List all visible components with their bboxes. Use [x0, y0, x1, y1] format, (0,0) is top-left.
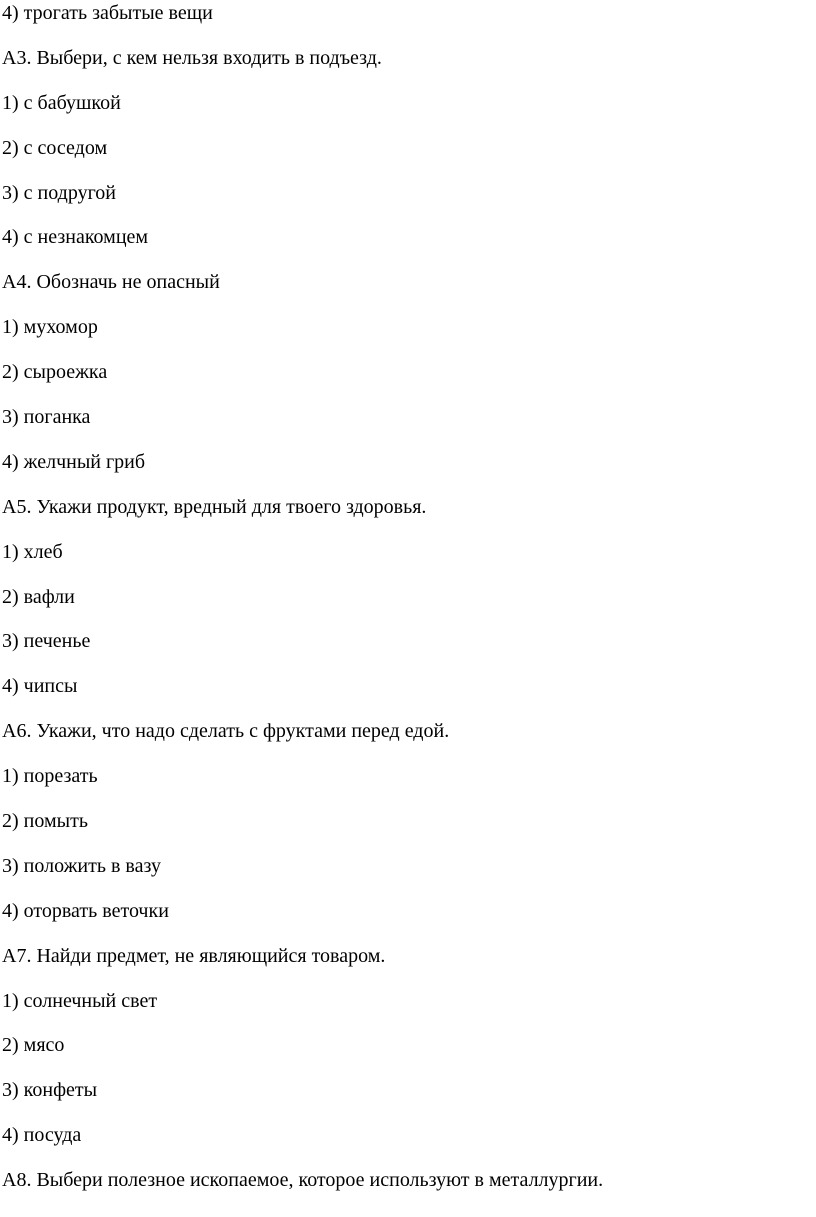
quiz-text [2, 0, 603, 1212]
question-a8: А8. Выбери полезное ископаемое, которое используют в металлургии. [2, 1169, 604, 1192]
answer-option: 1) с бабушкой [2, 91, 121, 114]
answer-option: 4) оторвать веточки [2, 899, 169, 922]
answer-option: 2) с соседом [2, 136, 108, 159]
question-a4: А4. Обозначь не опасный [2, 271, 220, 294]
answer-option: 2) сыроежка [2, 361, 108, 384]
question-a3: А3. Выбери, с кем нельзя входить в подъезд. [2, 46, 382, 69]
answer-option: 1) солнечный свет [2, 989, 158, 1012]
answer-option: 4) желчный гриб [2, 450, 146, 473]
question-a7: А7. Найди предмет, не являющийся товаром. [2, 944, 386, 967]
answer-option: 4) посуда [2, 1124, 82, 1147]
answer-option: 1) мухомор [2, 316, 98, 339]
answer-option: 4) трогать забытые вещи [2, 2, 213, 24]
answer-option: 3) конфеты [2, 1079, 98, 1102]
answer-option: 3) положить в вазу [2, 854, 161, 877]
answer-option: 4) чипсы [2, 675, 78, 698]
answer-option: 3) печенье [2, 630, 91, 653]
answer-option: 3) поганка [2, 406, 91, 429]
answer-option: 1) порезать [2, 765, 98, 788]
question-a6: А6. Укажи, что надо сделать с фруктами перед едой. [2, 720, 450, 743]
question-a5: А5. Укажи продукт, вредный для твоего здоровья. [2, 495, 427, 518]
answer-option: 4) с незнакомцем [2, 226, 149, 249]
answer-option: 3) с подругой [2, 181, 116, 204]
answer-option: 2) мясо [2, 1034, 65, 1057]
answer-option: 1) хлеб [2, 540, 63, 563]
answer-option: 2) помыть [2, 810, 88, 833]
answer-option: 2) вафли [2, 585, 75, 608]
